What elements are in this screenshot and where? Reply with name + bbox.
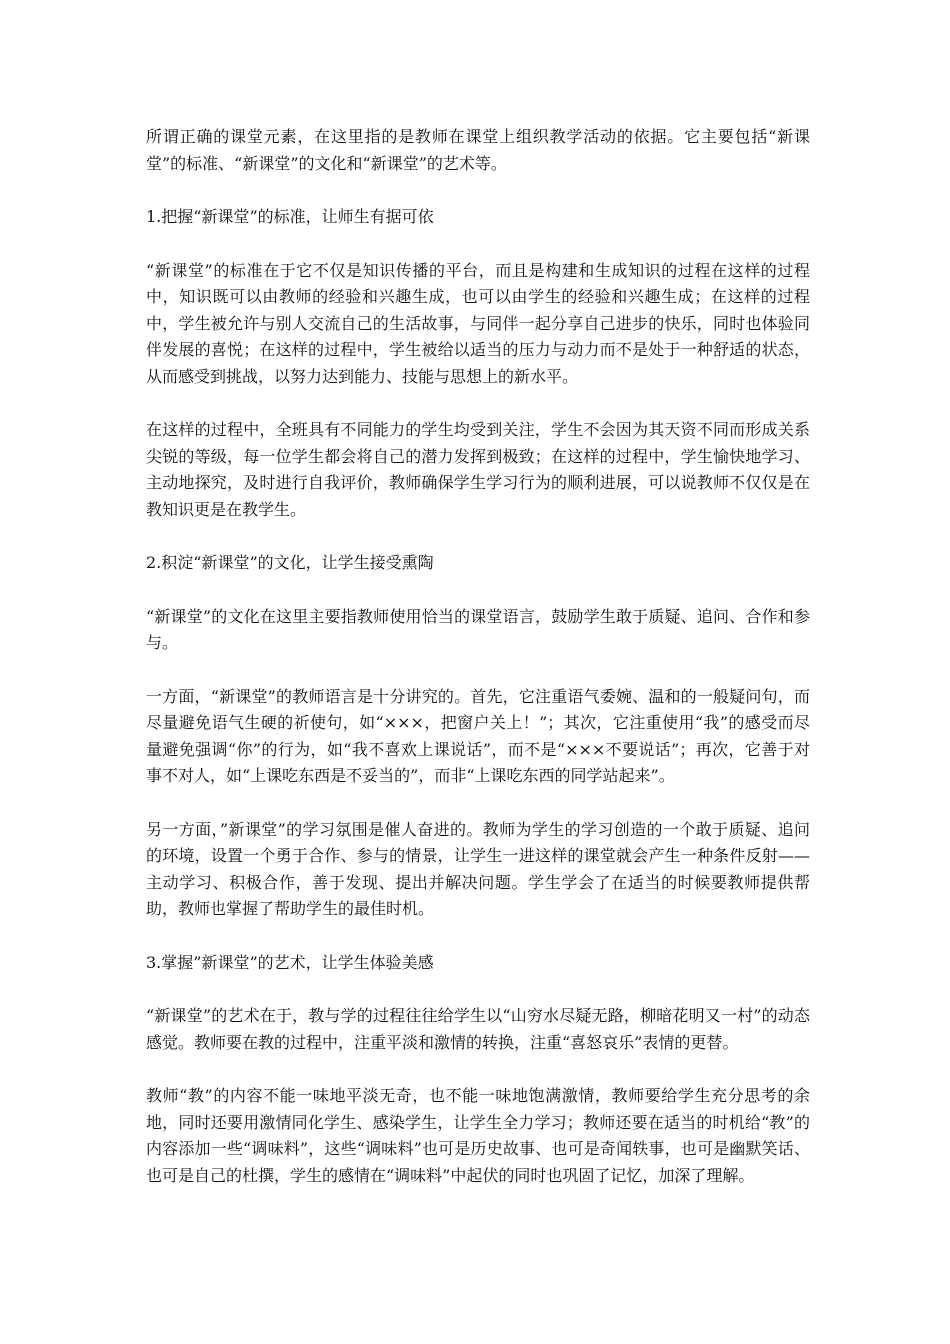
- section-3-heading: 3.掌握”新课堂”的艺术，让学生体验美感: [146, 952, 434, 972]
- section-3-paragraph-2: 教师“教”的内容不能一味地平淡无奇，也不能一味地饱满激情，教师要给学生充分思考的余地，同时还要用激情同化学生、感染学生，让学生全力学习；教师还要在适当的时机给“教”的内容添加一些“调味料”，这些“调味料”也可是历史故事、也可是奇闻轶事，也可是幽默笑话、也可是自己的杜撰，学生的感情在“调味料”中起伏的同时也巩固了记忆，加深了理解。: [146, 1086, 810, 1185]
- section-2-paragraph-2: 一方面，“新课堂”的教师语言是十分讲究的。首先，它注重语气委婉、温和的一般疑问句，而尽量避免语气生硬的祈使句，如“×××，把窗户关上！”；其次，它注重使用“我”的感受而尽量避免强调“你”的行为，如“我不喜欢上课说话”，而不是“×××不要说话”；再次，它善于对事不对人，如“上课吃东西是不妥当的”，而非“上课吃东西的同学站起来”。: [146, 686, 810, 785]
- document-page: [146, 124, 810, 1216]
- section-2-paragraph-1: “新课堂”的文化在这里主要指教师使用恰当的课堂语言，鼓励学生敢于质疑、追问、合作和参与。: [146, 606, 810, 652]
- section-1-heading: 1.把握“新课堂”的标准，让师生有据可依: [146, 207, 434, 226]
- section-1-paragraph-2: 在这样的过程中，全班具有不同能力的学生均受到关注，学生不会因为其天资不同而形成关系尖锐的等级，每一位学生都会将自己的潜力发挥到极致；在这样的过程中，学生愉快地学习、主动地探究，及时进行自我评价，教师确保学生学习行为的顺利进展，可以说教师不仅仅是在教知识更是在教学生。: [146, 420, 810, 519]
- section-2-paragraph-3: 另一方面，”新课堂”的学习氛围是催人奋进的。教师为学生的学习创造的一个敢于质疑、追问的环境，设置一个勇于合作、参与的情景，让学生一进这样的课堂就会产生一种条件反射——主动学习、积极合作，善于发现、提出并解决问题。学生学会了在适当的时候要教师提供帮助，教师也掌握了帮助学生的最佳时机。: [146, 819, 810, 918]
- section-1-paragraph-1: “新课堂”的标准在于它不仅是知识传播的平台，而且是构建和生成知识的过程在这样的过程中，知识既可以由教师的经验和兴趣生成，也可以由学生的经验和兴趣生成；在这样的过程中，学生被允许与别人交流自己的生活故事，与同伴一起分享自己进步的快乐，同时也体验同伴发展的喜悦；在这样的过程中，学生被给以适当的压力与动力而不是处于一种舒适的状态，从而感受到挑战，以努力达到能力、技能与思想上的新水平。: [146, 260, 810, 386]
- intro-paragraph: 所谓正确的课堂元素，在这里指的是教师在课堂上组织教学活动的依据。它主要包括“新课堂”的标准、“新课堂”的文化和“新课堂”的艺术等。: [146, 127, 810, 173]
- section-2-heading: 2.积淀“新课堂”的文化，让学生接受熏陶: [146, 553, 434, 572]
- section-3-paragraph-1: “新课堂”的艺术在于，教与学的过程往往给学生以“山穷水尽疑无路，柳暗花明又一村”的动态感觉。教师要在教的过程中，注重平淡和激情的转换，注重“喜怒哀乐”表情的更替。: [146, 1006, 810, 1052]
